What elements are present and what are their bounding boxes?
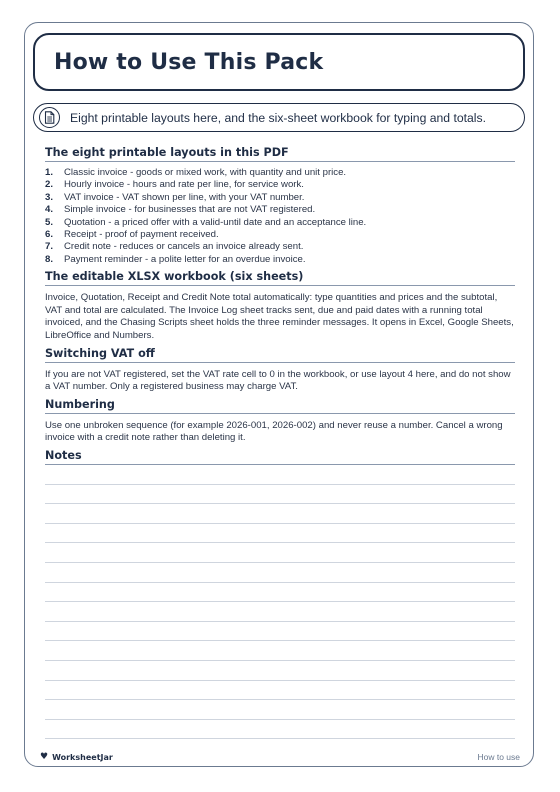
list-item-number: 2. (45, 179, 54, 191)
document-icon (39, 107, 60, 128)
list-item (45, 192, 515, 204)
note-line[interactable] (45, 622, 515, 642)
list-item-text: Payment reminder - a polite letter for an overdue invoice. (64, 253, 306, 265)
title-banner (33, 33, 525, 91)
list-item-number: 1. (45, 167, 54, 178)
notes-heading: Notes (45, 449, 515, 465)
numbering-text: Use one unbroken sequence (for example 2026-001, 2026-002) and never reuse a number. Cancel a wrong invoice with a credit note rather than deleting it. (45, 419, 503, 444)
list-item-number: 4. (45, 204, 54, 216)
list-item-text: Hourly invoice - hours and rate per line, for service work. (64, 179, 304, 191)
footer-page-label: How to use (477, 752, 520, 762)
main-content (45, 146, 515, 739)
note-line[interactable] (45, 583, 515, 603)
list-item-number: 5. (45, 216, 54, 228)
list-item-number: 8. (45, 253, 54, 265)
list-item-text: VAT invoice - VAT shown per line, with your VAT number. (64, 191, 305, 203)
note-line[interactable] (45, 681, 515, 701)
note-line[interactable] (45, 485, 515, 505)
list-item-number: 6. (45, 229, 54, 241)
heart-icon: ♥ (40, 752, 49, 762)
intro-text: Eight printable layouts here, and the six-sheet workbook for typing and totals. (70, 110, 486, 125)
note-line[interactable] (45, 465, 515, 485)
layouts-heading: The eight printable layouts in this PDF (45, 146, 515, 162)
list-item-text: Classic invoice - goods or mixed work, with quantity and unit price. (64, 167, 347, 178)
list-item (45, 217, 515, 229)
note-line[interactable] (45, 720, 515, 740)
note-line[interactable] (45, 563, 515, 583)
list-item (45, 254, 515, 266)
note-line[interactable] (45, 524, 515, 544)
note-line[interactable] (45, 661, 515, 681)
note-line[interactable] (45, 700, 515, 720)
list-item (45, 204, 515, 216)
list-item-number: 7. (45, 241, 54, 253)
layouts-list (45, 167, 515, 266)
list-item (45, 229, 515, 241)
list-item (45, 179, 515, 191)
note-line[interactable] (45, 504, 515, 524)
workbook-text: Invoice, Quotation, Receipt and Credit Note total automatically: type quantities and prices and the subtotal, VAT and total are calculated. The Invoice Log sheet tracks sent, due and paid dates with a running total invoiced, and the Chasing Scripts sheet holds the three reminder messages. It opens in Excel, Google Sheets, LibreOffice and Numbers. (45, 292, 514, 342)
footer-brand (40, 752, 113, 762)
vat-text: If you are not VAT registered, set the VAT rate cell to 0 in the workbook, or use layout 4 here, and do not show a VAT number. Only a registered business may charge VAT. (45, 368, 511, 393)
list-item-text: Simple invoice - for businesses that are not VAT registered. (64, 204, 316, 216)
list-item-number: 3. (45, 191, 54, 203)
list-item-text: Receipt - proof of payment received. (64, 229, 219, 241)
list-item-text: Credit note - reduces or cancels an invoice already sent. (64, 241, 304, 253)
note-line[interactable] (45, 602, 515, 622)
list-item (45, 241, 515, 253)
numbering-heading: Numbering (45, 398, 515, 414)
brand-name: WorksheetJar (52, 752, 113, 762)
intro-banner (33, 103, 525, 132)
notes-area (45, 465, 515, 739)
note-line[interactable] (45, 543, 515, 563)
note-line[interactable] (45, 641, 515, 661)
list-item (45, 167, 515, 179)
vat-heading: Switching VAT off (45, 347, 515, 363)
page-title: How to Use This Pack (54, 49, 324, 75)
workbook-heading: The editable XLSX workbook (six sheets) (45, 270, 515, 286)
list-item-text: Quotation - a priced offer with a valid-until date and an acceptance line. (64, 216, 367, 228)
